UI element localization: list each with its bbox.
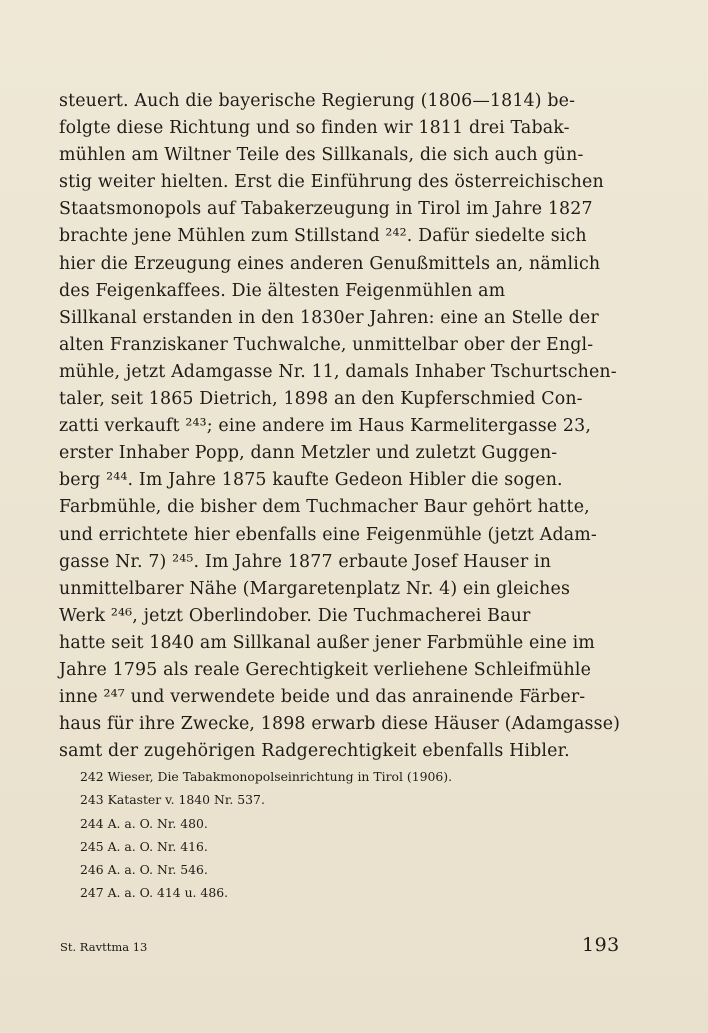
text-line: hier die Erzeugung eines anderen Genußmittels an, nämlich (59, 253, 601, 274)
footnote: 244 A. a. O. Nr. 480. (80, 815, 208, 831)
text-line: mühlen am Wiltner Teile des Sillkanals, die sich auch gün- (59, 145, 584, 166)
text-line: Staatsmonopols auf Tabakerzeugung in Tirol im Jahre 1827 (59, 199, 593, 220)
text-line: haus für ihre Zwecke, 1898 erwarb diese Häuser (Adamgasse) (59, 714, 621, 735)
text-line: steuert. Auch die bayerische Regierung (1806—1814) be- (59, 91, 576, 111)
footnotes (80, 765, 620, 905)
footnote: 245 A. a. O. Nr. 416. (80, 838, 208, 854)
text-line: erster Inhaber Popp, dann Metzler und zuletzt Guggen- (59, 443, 558, 464)
text-line: samt der zugehörigen Radgerechtigkeit ebenfalls Hibler. (59, 741, 570, 762)
footnote: 243 Kataster v. 1840 Nr. 537. (80, 792, 265, 808)
text-line: gasse Nr. 7) ²⁴⁵. Im Jahre 1877 erbaute Josef Hauser in (59, 551, 552, 572)
text-line: alten Franziskaner Tuchwalche, unmittelbar ober der Engl- (59, 334, 594, 355)
text-line: Jahre 1795 als reale Gerechtigkeit verliehene Schleifmühle (59, 659, 592, 680)
text-line: inne ²⁴⁷ und verwendete beide und das anrainende Färber- (59, 687, 586, 708)
text-line: brachte jene Mühlen zum Stillstand ²⁴². Dafür siedelte sich (59, 226, 587, 247)
page-number: 193 (582, 934, 620, 956)
text-line: des Feigenkaffees. Die ältesten Feigenmühlen am (59, 280, 506, 301)
text-line: mühle, jetzt Adamgasse Nr. 11, damals Inhaber Tschurtschen- (59, 361, 617, 382)
text-line: folgte diese Richtung und so finden wir 1811 drei Tabak- (59, 118, 570, 139)
text-line: Werk ²⁴⁶, jetzt Oberlindober. Die Tuchmacherei Baur (59, 605, 531, 626)
text-line: stig weiter hielten. Erst die Einführung des österreichischen (59, 172, 604, 193)
main-text (59, 88, 619, 765)
footnote: 242 Wieser, Die Tabakmonopolseinrichtung in Tirol (1906). (80, 769, 453, 784)
text-line: Sillkanal erstanden in den 1830er Jahren: eine an Stelle der (59, 307, 599, 328)
text-line: hatte seit 1840 am Sillkanal außer jener Farbmühle eine im (59, 632, 595, 653)
footnote: 247 A. a. O. 414 u. 486. (80, 885, 229, 901)
text-line: und errichtete hier ebenfalls eine Feigenmühle (jetzt Adam- (59, 524, 597, 545)
text-line: Farbmühle, die bisher dem Tuchmacher Baur gehört hatte, (59, 497, 590, 518)
footnote: 246 A. a. O. Nr. 546. (80, 862, 208, 878)
text-line: berg ²⁴⁴. Im Jahre 1875 kaufte Gedeon Hibler die sogen. (59, 470, 563, 491)
text-line: taler, seit 1865 Dietrich, 1898 an den Kupferschmied Con- (59, 389, 583, 410)
printer-signature: St. Ravttma 13 (60, 940, 148, 954)
text-line: unmittelbarer Nähe (Margaretenplatz Nr. 4) ein gleiches (59, 578, 571, 599)
text-line: zatti verkauft ²⁴³; eine andere im Haus Karmelitergasse 23, (59, 416, 592, 437)
